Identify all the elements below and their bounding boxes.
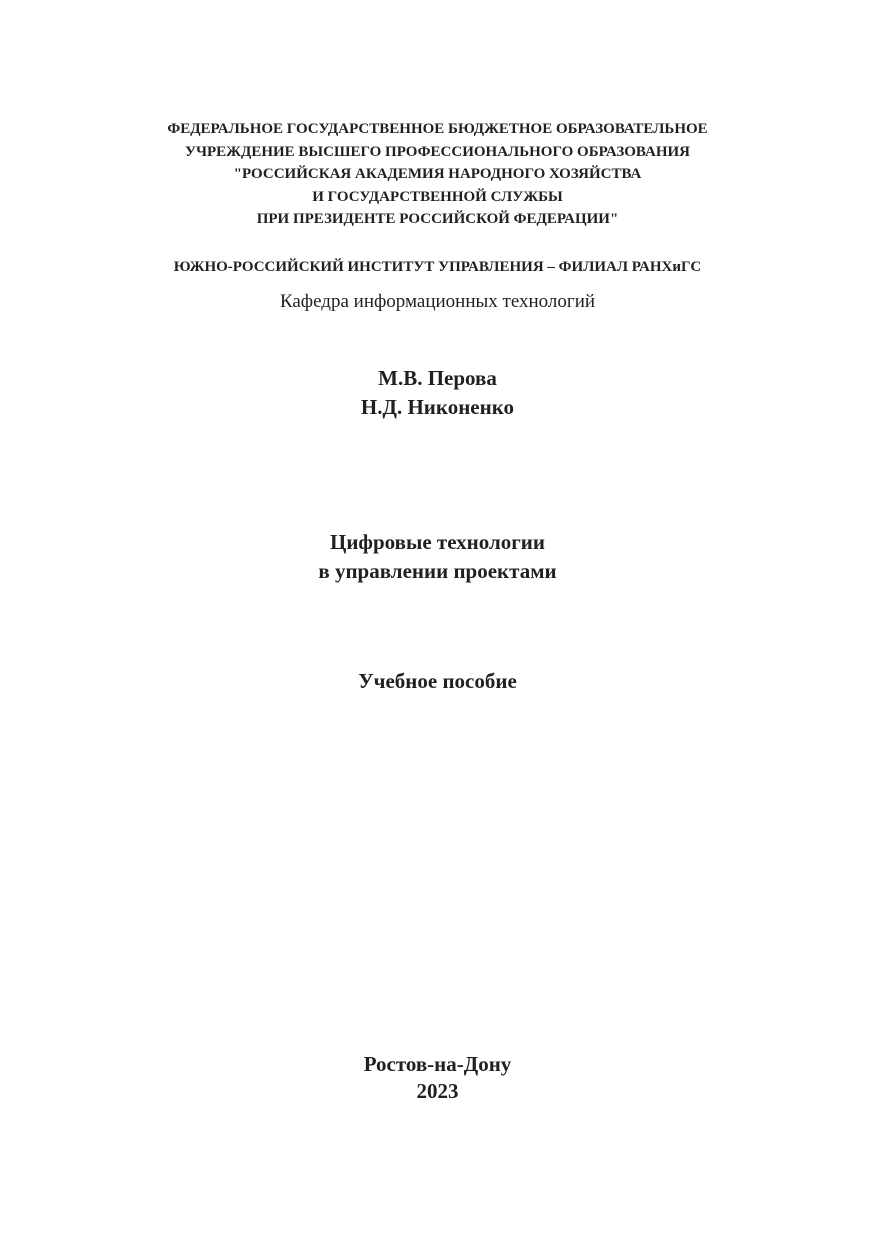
imprint (0, 1051, 875, 1105)
book-title-line: Цифровые технологии (330, 530, 545, 554)
imprint-city: Ростов-на-Дону (363, 1052, 512, 1076)
imprint-year: 2023 (416, 1079, 459, 1103)
institution-line: ФЕДЕРАЛЬНОЕ ГОСУДАРСТВЕННОЕ БЮДЖЕТНОЕ ОБРАЗОВАТЕЛЬНОЕ (167, 121, 708, 137)
document-type (0, 667, 875, 696)
document-type-label: Учебное пособие (358, 669, 517, 693)
institution-line: "РОССИЙСКАЯ АКАДЕМИЯ НАРОДНОГО ХОЗЯЙСТВА (233, 166, 642, 182)
institution-line: И ГОСУДАРСТВЕННОЙ СЛУЖБЫ (312, 188, 563, 205)
department-name (0, 289, 875, 315)
institution-line: УЧРЕЖДЕНИЕ ВЫСШЕГО ПРОФЕССИОНАЛЬНОГО ОБРАЗОВАНИЯ (185, 143, 690, 160)
institution-line: ПРИ ПРЕЗИДЕНТЕ РОССИЙСКОЙ ФЕДЕРАЦИИ" (256, 211, 619, 227)
author-name: Н.Д. Никоненко (360, 395, 515, 419)
branch-line: ЮЖНО-РОССИЙСКИЙ ИНСТИТУТ УПРАВЛЕНИЯ – ФИЛИАЛ РАНХиГС (173, 259, 702, 275)
branch-name (0, 257, 875, 277)
book-title (0, 528, 875, 586)
book-title-line: в управлении проектами (318, 559, 557, 583)
institution-name (0, 118, 875, 231)
department-line: Кафедра информационных технологий (279, 291, 596, 312)
authors (0, 364, 875, 422)
author-name: М.В. Перова (378, 366, 497, 390)
